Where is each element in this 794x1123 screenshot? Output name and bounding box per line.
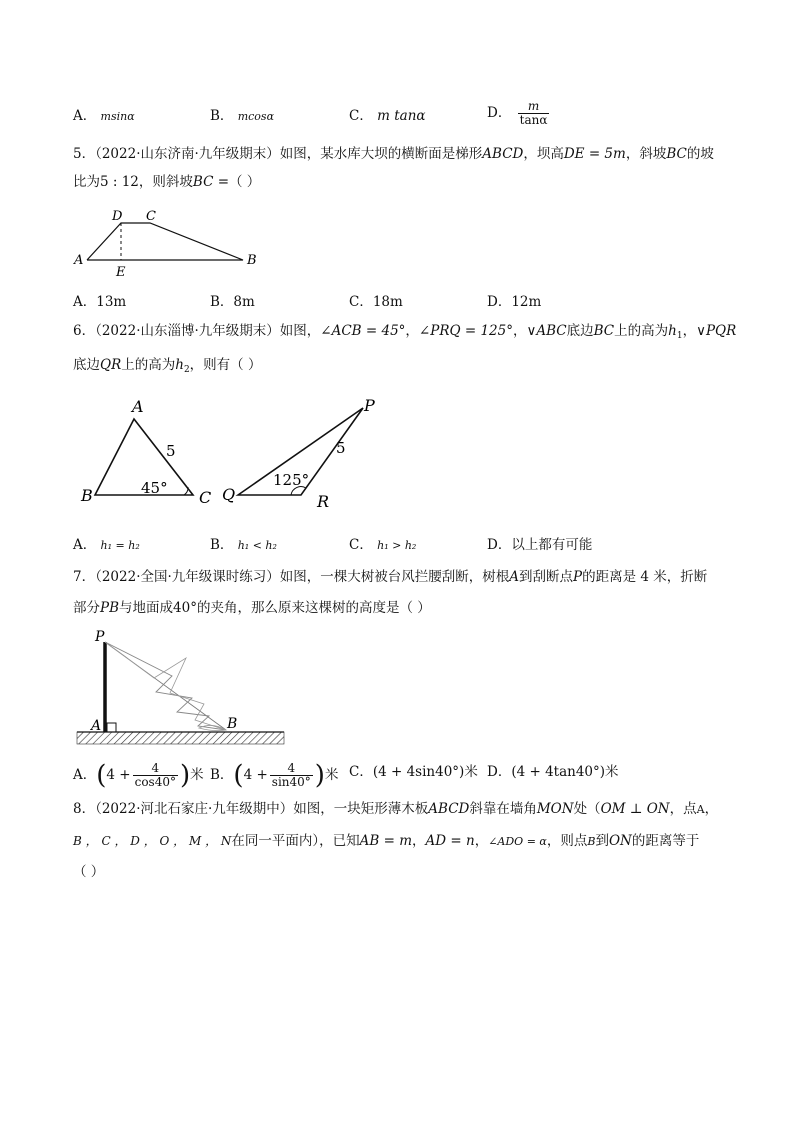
option-letter: B． bbox=[210, 767, 234, 783]
math: A bbox=[696, 803, 705, 816]
q7-option-a bbox=[73, 762, 204, 789]
math: PB bbox=[100, 600, 120, 616]
option-expr: h₁ < h₂ bbox=[237, 539, 277, 552]
option-letter: A． bbox=[73, 767, 97, 783]
text: ， bbox=[412, 833, 426, 849]
math: BC bbox=[593, 323, 615, 339]
q5-trapezoid-figure bbox=[70, 205, 270, 280]
option-letter: D． bbox=[487, 764, 512, 780]
label-r: R bbox=[317, 492, 330, 511]
math: ∠ADO = α bbox=[488, 835, 547, 848]
option-expr: 4 + bbox=[243, 767, 268, 783]
option-letter: B． bbox=[210, 108, 234, 124]
math: ∠PRQ = 125° bbox=[418, 323, 513, 339]
math: B bbox=[587, 835, 596, 848]
fraction bbox=[270, 762, 313, 789]
option-expr: m tanα bbox=[377, 108, 426, 124]
text: 的坡 bbox=[686, 146, 714, 162]
math: DE = 5m bbox=[563, 146, 626, 162]
text: 与地面成40°的夹角，那么原来这棵树的高度是（ ） bbox=[119, 600, 431, 616]
math: ABCD bbox=[482, 146, 524, 162]
option-expr: h₁ = h₂ bbox=[100, 539, 140, 552]
text: 到刮断点 bbox=[519, 569, 574, 585]
q6-option-c bbox=[349, 535, 416, 556]
label-b: B bbox=[247, 253, 257, 268]
fraction-numerator: m bbox=[518, 100, 550, 114]
unit: 米 bbox=[190, 767, 204, 783]
answer-paren: （ ） bbox=[229, 174, 261, 190]
q5-stem-line1 bbox=[73, 144, 714, 164]
q4-option-d bbox=[487, 100, 551, 127]
side-label: 5 bbox=[166, 442, 176, 460]
math: ABCD bbox=[428, 801, 470, 817]
text: ，斜坡 bbox=[625, 146, 667, 162]
q6-option-d: D．以上都有可能 bbox=[487, 537, 593, 553]
math: AB = m bbox=[359, 833, 413, 849]
unit: 米 bbox=[464, 764, 478, 780]
option-expr: msinα bbox=[100, 110, 135, 123]
fraction-denominator: sin40° bbox=[271, 775, 311, 789]
unit: 米 bbox=[324, 767, 339, 783]
fraction-denominator: tanα bbox=[519, 113, 548, 127]
paren: ) bbox=[179, 760, 191, 791]
q6-stem-line1 bbox=[73, 321, 736, 346]
text: 7．（2022·全国·九年级课时练习）如图，一棵大树被台风拦腰刮断，树根 bbox=[73, 569, 510, 585]
q7-stem-line2 bbox=[73, 598, 431, 618]
text: 斜靠在墙角 bbox=[469, 801, 537, 817]
math: P bbox=[573, 569, 583, 585]
text: 6．（2022·山东淄博·九年级期末）如图， bbox=[73, 323, 321, 339]
option-expr: (4 + 4sin40°) bbox=[372, 764, 465, 780]
text: ，坝高 bbox=[523, 146, 564, 162]
text: 上的高为 bbox=[121, 357, 176, 373]
unit: 米 bbox=[605, 764, 619, 780]
text: ，点 bbox=[669, 801, 697, 817]
text: 8．（2022·河北石家庄·九年级期中）如图，一块矩形薄木板 bbox=[73, 801, 429, 817]
text: 处（ bbox=[573, 801, 601, 817]
math: QR bbox=[100, 357, 122, 373]
q7-option-d bbox=[487, 762, 619, 782]
label-a: A bbox=[74, 253, 84, 268]
fraction-denominator: cos40° bbox=[134, 775, 176, 789]
fraction bbox=[133, 762, 178, 789]
option-expr: 4 + bbox=[106, 767, 131, 783]
paren: ( bbox=[96, 760, 107, 791]
text: ， bbox=[512, 323, 527, 339]
text: 底边 bbox=[566, 323, 594, 339]
label-a: A bbox=[132, 397, 144, 416]
q7-option-c bbox=[349, 762, 478, 782]
fraction bbox=[518, 100, 550, 127]
label-p: P bbox=[364, 396, 375, 415]
label-b: B bbox=[227, 716, 238, 732]
label-a: A bbox=[91, 718, 102, 734]
q4-option-b bbox=[210, 106, 274, 127]
math: AD = n bbox=[425, 833, 475, 849]
q4-option-c bbox=[349, 106, 426, 126]
paren: ( bbox=[233, 760, 244, 791]
q5-option-b: B．8m bbox=[210, 294, 255, 310]
q6-option-b bbox=[210, 535, 277, 556]
math: OM ⊥ ON bbox=[600, 801, 670, 817]
q7-stem-line1 bbox=[73, 567, 707, 587]
q6-triangles-figure bbox=[75, 392, 415, 512]
option-expr: mcosα bbox=[237, 110, 275, 123]
q7-tree-figure bbox=[74, 628, 289, 748]
q6-stem-line2 bbox=[73, 355, 261, 380]
text: 的距离是 4 米，折断 bbox=[582, 569, 708, 585]
option-letter: B． bbox=[210, 537, 234, 553]
math: MON bbox=[536, 801, 574, 817]
option-expr: h₁ > h₂ bbox=[377, 539, 417, 552]
text: ，则有（ ） bbox=[189, 357, 262, 373]
angle-label: 125° bbox=[273, 471, 310, 489]
math: BC = bbox=[192, 174, 230, 190]
math: ∨PQR bbox=[696, 323, 737, 339]
option-letter: D． bbox=[487, 105, 512, 121]
q5-option-d: D．12m bbox=[487, 294, 542, 310]
q7-option-b bbox=[210, 762, 338, 789]
q5-option-c: C．18m bbox=[349, 294, 403, 310]
q5-stem-line2 bbox=[73, 172, 260, 192]
math: B ， C ， D ， O ， M ， N bbox=[73, 834, 232, 848]
option-letter: C． bbox=[349, 764, 373, 780]
answer-paren: （ ） bbox=[73, 864, 105, 880]
label-d: D bbox=[112, 209, 123, 224]
text: ， bbox=[682, 323, 697, 339]
text: 在同一平面内），已知 bbox=[231, 833, 360, 849]
math: BC bbox=[666, 146, 687, 162]
label-p: P bbox=[95, 629, 105, 645]
text: ， bbox=[405, 323, 419, 339]
option-letter: C． bbox=[349, 537, 373, 553]
option-expr: (4 + 4tan40°) bbox=[511, 764, 606, 780]
math: h bbox=[668, 323, 677, 339]
side-label: 5 bbox=[336, 439, 346, 457]
label-q: Q bbox=[222, 485, 236, 504]
label-c: C bbox=[199, 488, 212, 507]
text: 到 bbox=[595, 833, 609, 849]
paren: ) bbox=[314, 760, 325, 791]
text: ，则点 bbox=[546, 833, 588, 849]
text: 上的高为 bbox=[614, 323, 669, 339]
text: 比为5 : 12，则斜坡 bbox=[73, 174, 193, 190]
q8-stem-line3 bbox=[73, 862, 104, 882]
angle-label: 45° bbox=[141, 479, 168, 497]
math: ON bbox=[608, 833, 632, 849]
subscript: 1 bbox=[676, 331, 683, 341]
math: A bbox=[509, 569, 520, 585]
text: 部分 bbox=[73, 600, 100, 616]
text: 底边 bbox=[73, 357, 100, 373]
text: ， bbox=[474, 833, 489, 849]
q4-option-a bbox=[73, 106, 135, 127]
fraction-numerator: 4 bbox=[133, 762, 178, 776]
option-letter: A． bbox=[73, 108, 97, 124]
option-letter: C． bbox=[349, 108, 373, 124]
fraction-numerator: 4 bbox=[270, 762, 313, 776]
option-letter: A． bbox=[73, 537, 97, 553]
math: h bbox=[175, 357, 184, 373]
q8-stem-line2 bbox=[73, 831, 699, 852]
subscript: 2 bbox=[183, 365, 190, 375]
math: ∨ABC bbox=[526, 323, 567, 339]
text: 5．（2022·山东济南·九年级期末）如图，某水库大坝的横断面是梯形 bbox=[73, 146, 483, 162]
text: ， bbox=[704, 801, 719, 817]
q5-option-a: A．13m bbox=[73, 294, 127, 310]
q8-stem-line1 bbox=[73, 799, 718, 820]
label-b: B bbox=[81, 486, 93, 505]
text: 的距离等于 bbox=[631, 833, 700, 849]
q6-option-a bbox=[73, 535, 140, 556]
label-e: E bbox=[116, 265, 126, 280]
math: ∠ACB = 45° bbox=[320, 323, 406, 339]
label-c: C bbox=[146, 209, 156, 224]
